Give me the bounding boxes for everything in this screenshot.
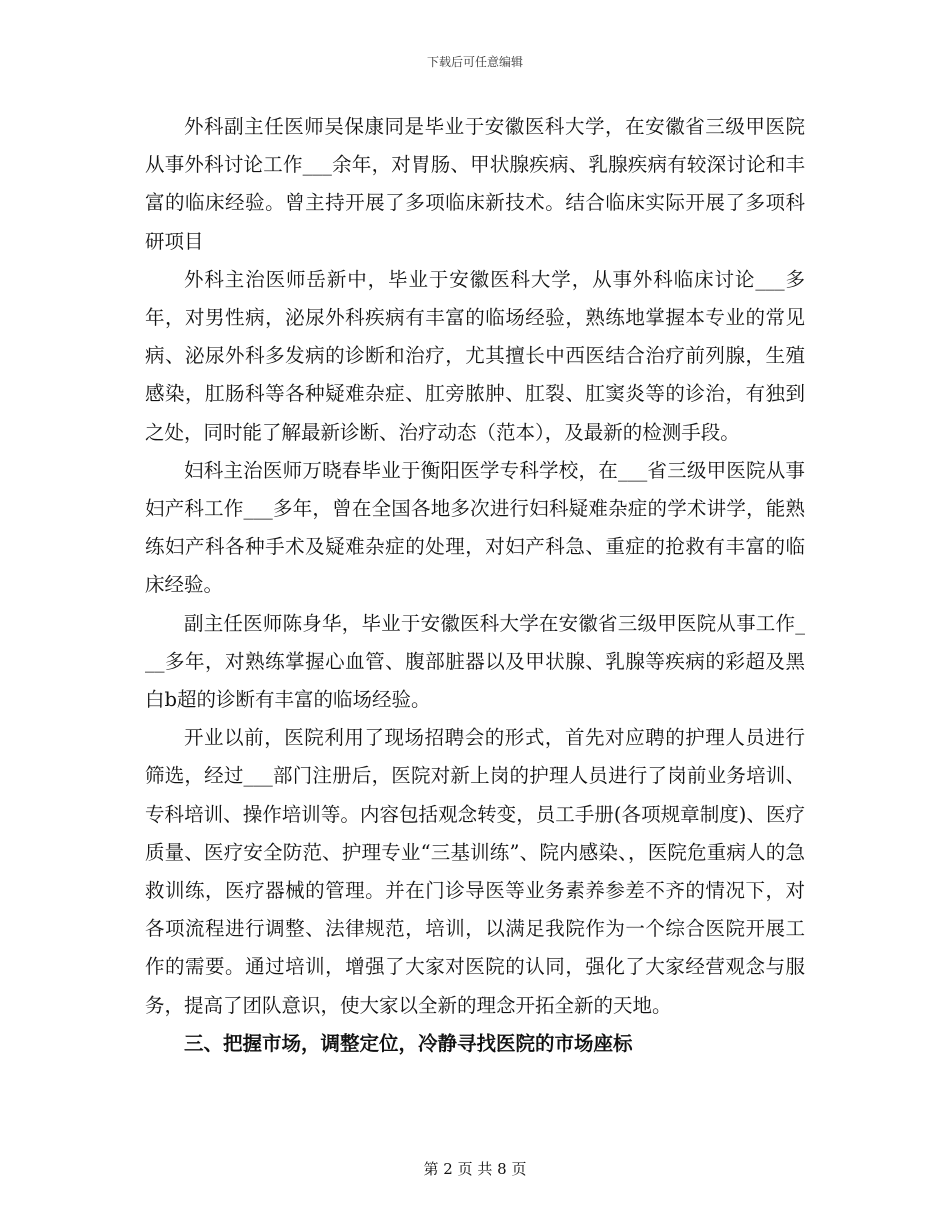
page-header: 下载后可任意编辑 — [426, 55, 523, 69]
section-heading: 三、把握市场，调整定位，冷静寻找医院的市场座标 — [184, 1031, 633, 1055]
paragraph-staff-training: 开业以前，医院利用了现场招聘会的形式，首先对应聘的护理人员进行筛选，经过___部门注册后，医院对新上岗的护理人员进行了岗前业务培训、专科培训、操作培训等。内容包括观念转变，员工手册(各项规章制度)、医疗质量、医疗安全防范、护理专业“三基训练”、院内感染、，医院危重病人的急救训练，医疗器械的管理。并在门诊导医等业务素养参差不齐的情况下，对各项流程进行调整、法律规范，培训，以满足我院作为一个综合医院开展工作的需要。通过培训，增强了大家对医院的认同，强化了大家经营观念与服务，提高了团队意识，使大家以全新的理念开拓全新的天地。 — [145, 726, 805, 1017]
paragraph-surgeon-wu: 外科副主任医师吴保康同是毕业于安徽医科大学，在安徽省三级甲医院从事外科讨论工作___余年，对胃肠、甲状腺疾病、乳腺疾病有较深讨论和丰富的临床经验。曾主持开展了多项临床新技术。结合临床实际开展了多项科研项目 — [145, 115, 805, 253]
paragraph-gynecologist-wan: 妇科主治医师万晓春毕业于衡阳医学专科学校，在___省三级甲医院从事妇产科工作___多年，曾在全国各地多次进行妇科疑难杂症的学术讲学，能熟练妇产科各种手术及疑难杂症的处理，对妇产科急、重症的抢救有丰富的临床经验。 — [145, 458, 805, 597]
paragraph-surgeon-yue: 外科主治医师岳新中，毕业于安徽医科大学，从事外科临床讨论___多年，对男性病，泌尿外科疾病有丰富的临场经验，熟练地掌握本专业的常见病、泌尿外科多发病的诊断和治疗，尤其擅长中西医结合治疗前列腺，生殖感染，肛肠科等各种疑难杂症、肛旁脓肿、肛裂、肛窦炎等的诊治，有独到之处，同时能了解最新诊断、治疗动态（范本），及最新的检测手段。 — [145, 267, 805, 444]
document-body — [145, 108, 805, 1063]
paragraph-physician-chen: 副主任医师陈身华，毕业于安徽医科大学在安徽省三级甲医院从事工作___多年，对熟练掌握心血管、腹部脏器以及甲状腺、乳腺等疾病的彩超及黑白b超的诊断有丰富的临场经验。 — [145, 611, 805, 712]
page-number: 第 2 页 共 8 页 — [423, 1160, 527, 1178]
